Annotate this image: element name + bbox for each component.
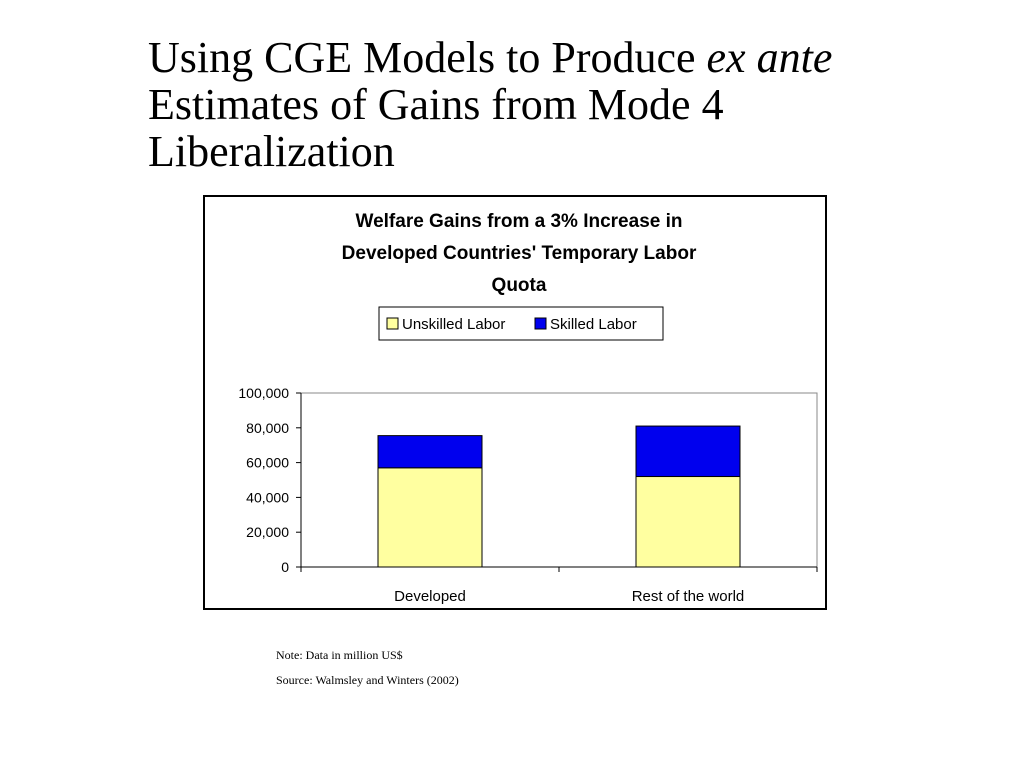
- y-tick-label-5: 100,000: [238, 385, 289, 401]
- bar-1-series-1: [378, 468, 482, 567]
- bar-2-series-2: [636, 426, 740, 476]
- chart-title-line-1: Welfare Gains from a 3% Increase in: [355, 211, 683, 232]
- title-line-3: Liberalization: [148, 127, 395, 176]
- y-tick-label-1: 20,000: [246, 524, 289, 541]
- x-category-label-1: Developed: [394, 588, 466, 605]
- y-tick-label-0: 0: [281, 559, 289, 575]
- title-italic: ex ante: [706, 33, 833, 82]
- title-line-2: Estimates of Gains from Mode 4: [148, 80, 724, 129]
- chart-frame: [203, 195, 827, 610]
- bar-2-series-1: [636, 477, 740, 567]
- chart-title-line-3: Quota: [491, 275, 547, 296]
- chart-title-line-2: Developed Countries' Temporary Labor: [341, 243, 697, 264]
- slide-title: [148, 34, 1008, 175]
- source-note: Source: Walmsley and Winters (2002): [276, 673, 459, 687]
- stacked-bar-chart: [205, 197, 825, 608]
- legend-swatch-1: [387, 318, 398, 329]
- title-line-1: Using CGE Models to Produce: [148, 33, 707, 82]
- data-note: Note: Data in million US$: [276, 648, 403, 662]
- y-tick-label-4: 80,000: [246, 419, 289, 436]
- legend-swatch-2: [535, 318, 546, 329]
- bar-1-series-2: [378, 436, 482, 468]
- y-tick-label-2: 40,000: [246, 489, 289, 506]
- legend-label-1: Unskilled Labor: [402, 316, 506, 333]
- x-category-label-2: Rest of the world: [631, 588, 745, 605]
- legend-label-2: Skilled Labor: [550, 316, 637, 333]
- y-tick-label-3: 60,000: [246, 454, 289, 471]
